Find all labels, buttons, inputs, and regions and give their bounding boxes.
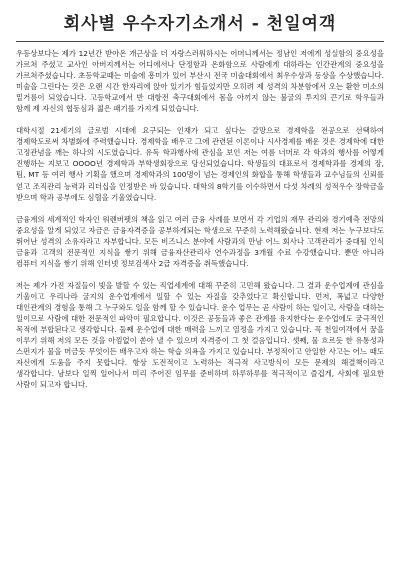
paragraph-1: 우등상보다는 제가 12년간 받아온 개근상을 더 자랑스러워하시는 어머니께서는 정남인 저에게 성실함의 중요성을 가르쳐 주셨고 교사인 아버지께서는 어디에서나 단정함과 온화함으로 사람에게 대하라는 인간관계의 중요성을 가르쳐주셨습니다. 초등학교때는 미술에 흥미가 있어 부산시 전국 미술대회에서 최우수상과 동상을 수상했습니다. 미술을 그린다는 것은 오랜 시간 한자리에 앉아 있기가 힘들었지만 오히려 제 성격의 차분함에서 오는 환한 미소의 밑거름이 되었습니다. 고등학교에서 반 대항전 축구대회에서 몸을 아끼지 않는 불굴의 투지의 끈기로 학우들과 함께 제 자신의 협동심과 젊은 패기를 가지게 되었습니다. <box>16 49 384 114</box>
paragraph-4: 저는 제가 가진 자질들이 빛을 발할 수 있는 직업세계에 대해 꾸준히 고민해 왔습니다. 그 결과 운수업계에 관심을 기울이고 우리나라 굴지의 운수업계에서 일할 수 있는 자질을 갖추었다고 확신합니다. 먼저, 폭넓고 다양한 대인관계의 경험을 통해 그 누구와도 일을 함께 할 수 있습니다. 운수 업무는 곧 사람이 하는 일이고, 사람을 대하는 일이므로 사람에 대한 전문적인 파악이 필요합니다. 이것은 공동들과 좋은 관계를 유지한다는 운수업에도 궁극적인 목적에 부합된다고 생각합니다. 둘째 운수업에 대한 매력을 느끼고 열정을 가지고 있습니다. 꼭 천일여객에서 꿈을 이루기 위해 저의 모든 것을 아낌없이 쏟아 낼 수 있으며 자격증이 그 첫 걸음입니다. 셋째, 물 흐르듯 한 유통성과 스펀지가 물을 머금듯 무엇이든 배우고자 하는 학습 의욕을 가지고 있습니다. 부정적이고 안일한 사고는 어느 때도 자신에게 도움을 주지 못합니다. 항상 도전적이고 노력하는 적극적 사고방식이 모든 문제의 해결책이라고 생각합니다. 남보다 일찍 일어나서 미리 주어진 임무를 준비하며 하루하루를 적극적이고 즐겁게, 사회에 필요한 사람이 되고자 합니다. <box>16 280 384 390</box>
paragraph-3: 금융계의 세계적인 학자인 워렌버펫의 책을 읽고 여러 금융 사례를 보면서 각 기업의 재무 관리와 경기예측 전망의 중요성을 알게 되었고 자금은 금융자격증을 공부하게되는 학생으로 꾸준히 노력해왔습니다. 현재 저는 누구보다도 뛰어난 성격의 소유자라고 자부합니다. 모든 비즈니스 분야에 사람과의 만남 어느 회사나 고객관리가 중대될 인식 금융과 고객의 전문적인 지식을 쌓기 위해 금융자산관리사 연수과정을 3개월 수료 수강했습니다. 뿐만 아니라 컴퓨터 지식을 쌓기 위해 인터넷 정보검색사 2급 자격증을 취득했습니다. <box>16 214 384 268</box>
document-title: 회사별 우수자기소개서 - 천일여객 <box>63 14 337 34</box>
paragraph-2: 대학시절 21세기의 글로벌 시대에 요구되는 인재가 되고 싶다는 갈망으로 경제학을 전공으로 선택하여 경제학도로써 차별화에 주력했습니다. 경제학을 배우고 그에 관련된 이론이나 시사경제를 배운 것은 경제학에 대한 고정관념을 깨는 하나의 시도였습니다. 유독 학과행사에 관심을 보인 저는 여름 너머로 각 학과의 행사를 어떻게 진행하는 지보고 OOOO년 경제학과 부학생회장으로 당선되었습니다. 학생들의 대표로서 경제학과를 경제의 장, 팀, MT 등 여러 행사 기획을 했으며 경제학과의 100명이 넘는 경제인의 화합을 통해 학생들과 교수님들의 신뢰를 얻고 조직관리 능력과 리더십을 인정받은 바 있습니다. 대학의 8학기를 이수하면서 다섯 차례의 성적우수 장학금을 받으며 학과 공부에도 심혈을 기울였습니다. <box>16 126 384 202</box>
title-divider <box>16 41 384 42</box>
